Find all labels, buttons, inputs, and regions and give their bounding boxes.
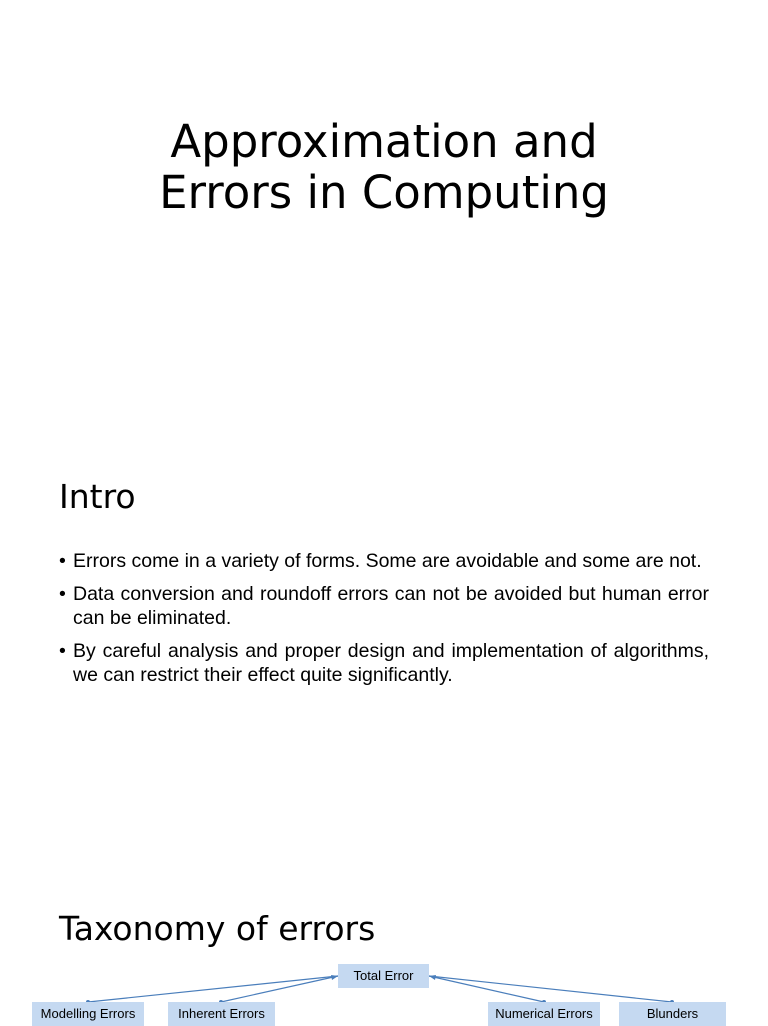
- connector-modelling: [88, 976, 338, 1002]
- bullet-item: [59, 582, 709, 631]
- taxonomy-slide: [0, 880, 768, 1024]
- bullet-text: Errors come in a variety of forms. Some are avoidable and some are not.: [73, 550, 702, 572]
- node-modelling-errors: Modelling Errors: [32, 1002, 144, 1026]
- bullet-text: By careful analysis and proper design and implementation of algorithms, we can restrict their effect quite significantly.: [73, 639, 709, 686]
- title-line-2: Errors in Computing: [159, 166, 609, 219]
- bullet-marker: •: [59, 550, 66, 572]
- node-total-error: Total Error: [338, 964, 429, 988]
- connector-blunders: [429, 976, 672, 1002]
- node-inherent-errors: Inherent Errors: [168, 1002, 275, 1026]
- bullet-item: [59, 639, 709, 688]
- slide-title: Intro: [59, 477, 136, 516]
- connector-numerical: [429, 976, 544, 1002]
- slide-title: Taxonomy of errors: [59, 909, 376, 948]
- title-slide: [0, 0, 768, 256]
- node-numerical-errors: Numerical Errors: [488, 1002, 600, 1026]
- bullet-marker: •: [59, 582, 66, 605]
- bullet-marker: •: [59, 639, 66, 662]
- bullet-list: [59, 549, 709, 696]
- error-taxonomy-diagram: [0, 960, 768, 1024]
- node-blunders: Blunders: [619, 1002, 726, 1026]
- title-line-1: Approximation and: [170, 115, 598, 168]
- bullet-text: Data conversion and roundoff errors can not be avoided but human error can be eliminated.: [73, 582, 709, 629]
- connector-inherent: [221, 976, 338, 1002]
- intro-slide: [0, 452, 768, 752]
- bullet-item: [59, 549, 709, 574]
- presentation-title: [0, 116, 768, 218]
